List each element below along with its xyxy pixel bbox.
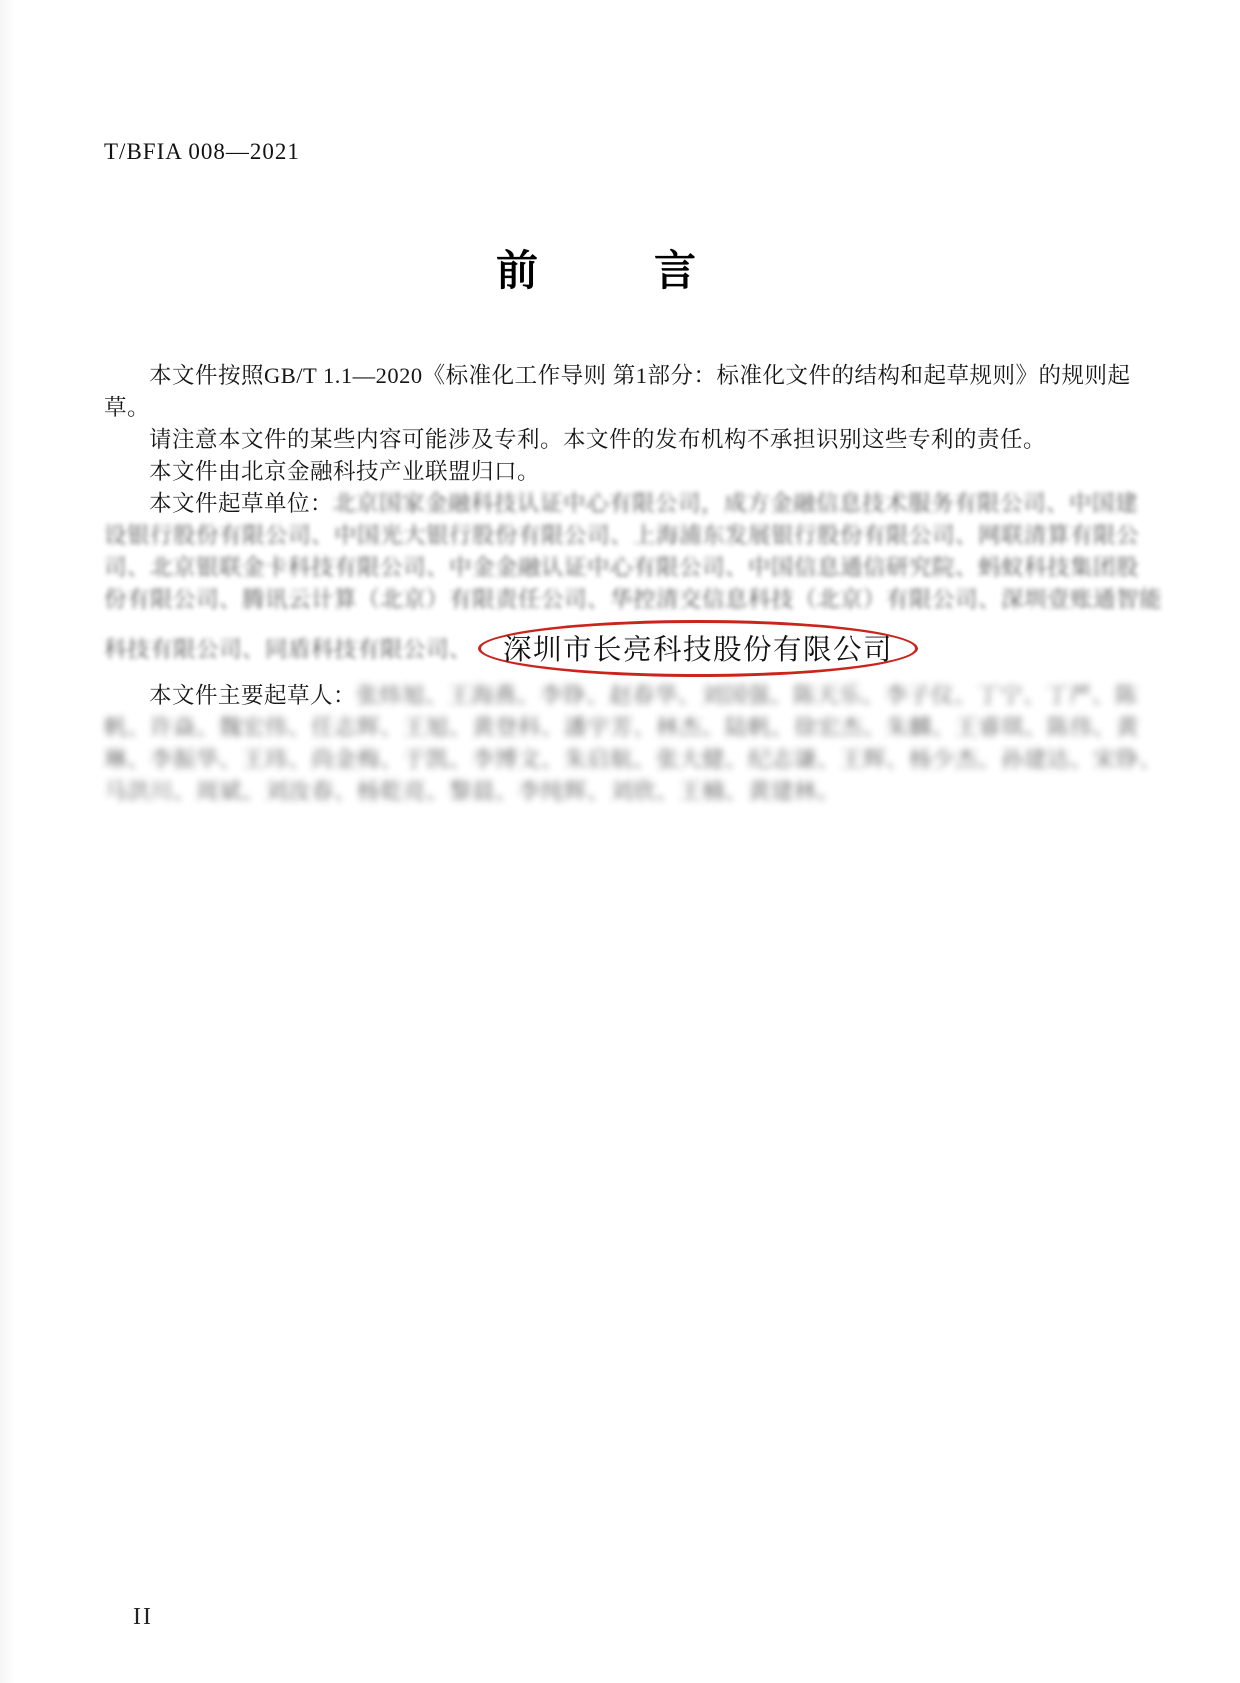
drafting-units-label: 本文件起草单位： xyxy=(149,491,334,516)
title-char-right: 言 xyxy=(654,246,697,295)
page-title xyxy=(80,238,1112,298)
drafting-units-line1 xyxy=(104,488,1140,520)
drafters-blurred-text: 张炜旭、王海燕、李铮、赵春华、刘国强、陈天乐、李子仪、丁宁、丁严、陈 xyxy=(356,683,1139,708)
drafting-units-line5 xyxy=(104,616,1140,680)
drafters-line1 xyxy=(104,680,1140,712)
drafting-units-blurred-text: 北京国家金融科技认证中心有限公司，成方金融信息技术服务有限公司、中国建 xyxy=(333,491,1139,516)
paragraph-centralized-by: 本文件由北京金融科技产业联盟归口。 xyxy=(149,459,541,484)
drafters-label: 本文件主要起草人： xyxy=(149,683,357,708)
drafters-line4: 马洪川、周斌、刘汝春、杨乾亮、黎晨、李纯辉、刘欣、王楠、黄建林。 xyxy=(104,779,841,804)
highlight-oval: 深圳市长亮科技股份有限公司 xyxy=(478,620,918,677)
drafting-units-line2: 设银行股份有限公司、中国光大银行股份有限公司、上海浦东发展银行股份有限公司、网联清算有限公 xyxy=(104,523,1140,548)
paragraph-rules-line1: 本文件按照GB/T 1.1—2020《标准化工作导则 第1部分：标准化文件的结构和起草规则》的规则起 xyxy=(149,363,1131,388)
drafters-line3: 琳、李振华、王玮、尚金梅、于凯、李博文、朱启航、张大健、纪志谦、王辉、杨少杰、孙建达、宋铮、 xyxy=(104,747,1163,772)
drafting-units-line3: 司、北京银联金卡科技有限公司、中金金融认证中心有限公司、中国信息通信研究院、蚂蚁科技集团股 xyxy=(104,555,1140,580)
standard-number: T/BFIA 008—2021 xyxy=(104,139,300,164)
scan-edge-shading xyxy=(0,0,14,1683)
paragraph-patent-notice: 请注意本文件的某些内容可能涉及专利。本文件的发布机构不承担识别这些专利的责任。 xyxy=(149,427,1047,452)
page-number: II xyxy=(133,1604,153,1630)
drafting-units-line4: 份有限公司、腾讯云计算（北京）有限责任公司、华控清交信息科技（北京）有限公司、深圳壹账通智能 xyxy=(104,587,1163,612)
title-char-left: 前 xyxy=(495,246,538,295)
foreword-body xyxy=(104,360,1163,808)
drafting-units-blurred-tail: 科技有限公司、同盾科技有限公司、 xyxy=(104,637,473,662)
paragraph-rules-line2: 草。 xyxy=(104,395,151,420)
drafters-line2: 帆、许焱、魏宏伟、任志辉、王旭、黄登科、潘宇芳、林杰、陆帆、徐宏杰、朱麟、王睿琪、陈伟、黄 xyxy=(104,715,1140,740)
